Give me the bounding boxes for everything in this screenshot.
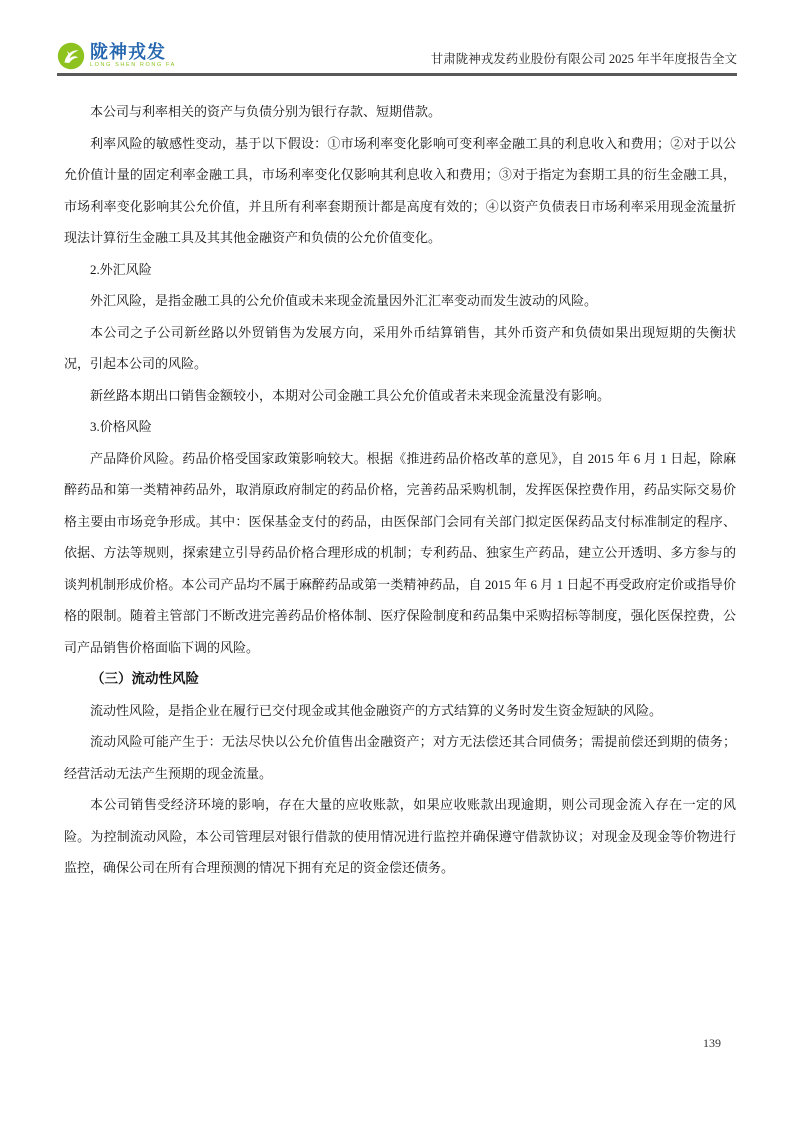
paragraph: 利率风险的敏感性变动，基于以下假设：①市场利率变化影响可变利率金融工具的利息收入和费用；②对于以公允价值计量的固定利率金融工具，市场利率变化仅影响其利息收入和费用；③对于指定为套期工具的衍生金融工具，市场利率变化影响其公允价值，并且所有利率套期预计都是高度有效的；④以资产负债表日市场利率采用现金流量折现法计算衍生金融工具及其其他金融资产和负债的公允价值变化。 bbox=[64, 135, 736, 245]
company-logo bbox=[57, 42, 176, 73]
logo-text bbox=[90, 43, 176, 69]
page-header bbox=[57, 40, 737, 76]
paragraph: 本公司之子公司新丝路以外贸销售为发展方向，采用外币结算销售，其外币资产和负债如果出现短期的失衡状况，引起本公司的风险。 bbox=[64, 324, 736, 371]
paragraph: 3.价格风险 bbox=[90, 419, 152, 434]
paragraph: 新丝路本期出口销售金额较小，本期对公司金融工具公允价值或者未来现金流量没有影响。 bbox=[90, 387, 611, 403]
paragraph: 产品降价风险。药品价格受国家政策影响较大。根据《推进药品价格改革的意见》，自 2015 年 6 月 1 日起，除麻醉药品和第一类精神药品外，取消原政府制定的药品价格，完善药品采购机制，发挥医保控费作用，药品实际交易价格主要由市场竞争形成。其中：医保基金支付的药品，由医保部门会同有关部门拟定医保药品支付标准制定的程序、依据、方法等规则，探索建立引导药品价格合理形成的机制；专利药品、独家生产药品，建立公开透明、多方参与的谈判机制形成价格。本公司产品均不属于麻醉药品或第一类精神药品，自 2015 年 6 月 1 日起不再受政府定价或指导价格的限制。随着主管部门不断改进完善药品价格体制、医疗保险制度和药品集中采购招标等制度，强化医保控费，公司产品销售价格面临下调的风险。 bbox=[64, 450, 736, 655]
paragraph: 流动性风险，是指企业在履行已交付现金或其他金融资产的方式结算的义务时发生资金短缺的风险。 bbox=[90, 702, 663, 718]
logo-leaf-circle-icon bbox=[57, 42, 85, 70]
page-number: 139 bbox=[703, 1036, 721, 1050]
document-body bbox=[64, 96, 736, 884]
paragraph: 外汇风险，是指金融工具的公允价值或未来现金流量因外汇汇率变动而发生波动的风险。 bbox=[90, 293, 598, 308]
paragraph: 本公司与利率相关的资产与负债分别为银行存款、短期借款。 bbox=[90, 104, 442, 119]
logo-english-name: LONG SHEN RONG FA bbox=[90, 62, 176, 69]
report-title: 甘肃陇神戎发药业股份有限公司 2025 年半年度报告全文 bbox=[430, 52, 737, 66]
logo-chinese-name: 陇神戎发 bbox=[90, 42, 166, 63]
paragraph: 本公司销售受经济环境的影响，存在大量的应收账款，如果应收账款出现逾期，则公司现金流入存在一定的风险。为控制流动风险，本公司管理层对银行借款的使用情况进行监控并确保遵守借款协议；对现金及现金等价物进行监控，确保公司在所有合理预测的情况下拥有充足的资金偿还债务。 bbox=[64, 797, 736, 875]
paragraph: 流动风险可能产生于：无法尽快以公允价值售出金融资产；对方无法偿还其合同债务；需提前偿还到期的债务；经营活动无法产生预期的现金流量。 bbox=[64, 734, 736, 781]
section-heading: （三）流动性风险 bbox=[91, 671, 199, 686]
paragraph: 2.外汇风险 bbox=[90, 261, 152, 277]
